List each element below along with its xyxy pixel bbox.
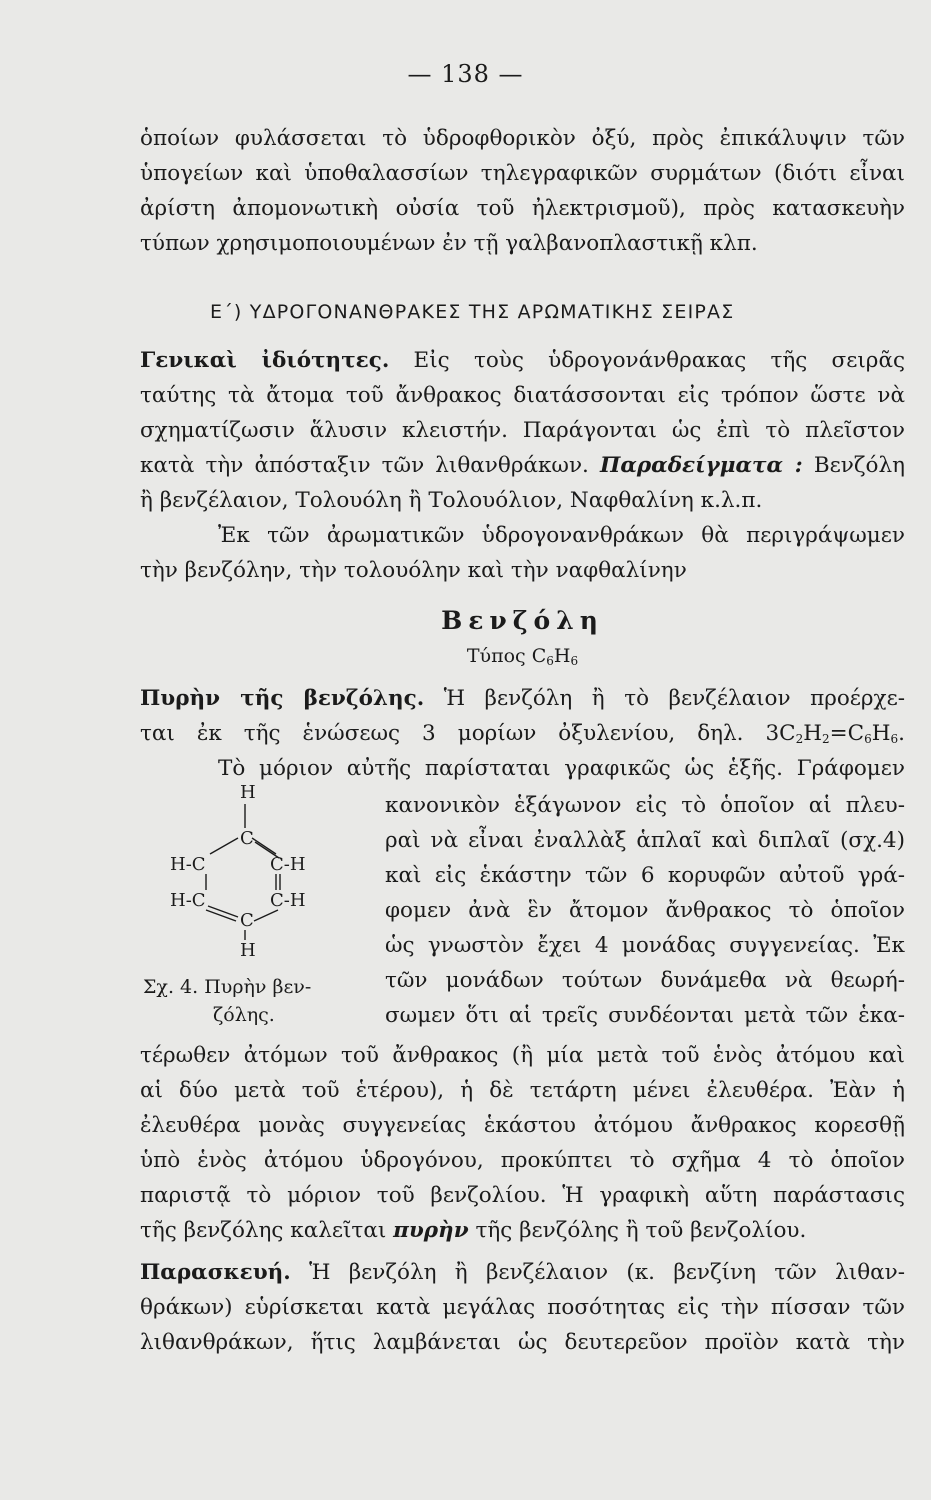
benzene-structure-figure [150,766,330,966]
text-line: ταύτης τὰ ἄτομα τοῦ ἄνθρακος διατάσσονται εἰς τρόπον ὥστε νὰ [140,383,905,408]
text-line: ὑπὸ ἑνὸς ἀτόμου ὑδρογόνου, προκύπτει τὸ σχῆμα 4 τὸ ὁποῖον [140,1148,905,1173]
text-line: κανονικὸν ἑξάγωνον εἰς τὸ ὁποῖον αἱ πλευ- [385,793,905,818]
text-line: ὡς γνωστὸν ἔχει 4 μονάδας συγγενείας. Ἐκ [385,933,905,958]
paragraph-pyrin-line: Πυρὴν τῆς βενζόλης. Ἡ βενζόλη ἢ τὸ βενζέλαιον προέρχε- [140,686,905,711]
atom-label: C-H [270,890,306,911]
atom-label: C-H [270,854,306,875]
atom-label: C [240,828,254,849]
text-line: λιθανθράκων, ἥτις λαμβάνεται ὡς δευτερεῦον προϊὸν κατὰ τὴν [140,1330,905,1355]
emphasis-pyrin: πυρὴν [393,1218,469,1243]
text-line: τέρωθεν ἀτόμων τοῦ ἄνθρακος (ἢ μία μετὰ τοῦ ἑνὸς ἀτόμου καὶ [140,1043,905,1068]
text-line: τῆς βενζόλης καλεῖται πυρὴν τῆς βενζόλης ἢ τοῦ βενζολίου. [140,1218,807,1243]
text-line: φομεν ἀνὰ ἓν ἄτομον ἄνθρακος τὸ ὁποῖον [385,898,905,923]
text-line: κατὰ τὴν ἀπόσταξιν τῶν λιθανθράκων. Παραδείγματα : Βενζόλη [140,453,905,478]
subsection-heading: Παρασκευή. [140,1260,291,1285]
paragraph-paraskevi-line: Παρασκευή. Ἡ βενζόλη ἢ βενζέλαιον (κ. βενζίνη τῶν λιθαν- [140,1260,905,1285]
section-heading: Ε΄) ΥΔΡΟΓΟΝΑΝΘΡΑΚΕΣ ΤΗΣ ΑΡΩΜΑΤΙΚΗΣ ΣΕΙΡΑΣ [210,301,735,323]
formula-line: Τύπος $C_6H_6$ [466,645,579,668]
text-line: ἐλευθέρα μονὰς συγγενείας ἑκάστου ἀτόμου ἄνθρακος κορεσθῇ [140,1113,905,1138]
text-line: ἢ βενζέλαιον, Τολουόλη ἢ Τολουόλιον, Ναφθαλίνη κ.λ.π. [140,488,763,513]
text-line: θράκων) εὑρίσκεται κατὰ μεγάλας ποσότητας εἰς τὴν πίσσαν τῶν [140,1295,905,1320]
examples-label: Παραδείγματα : [600,453,803,478]
text-line: σωμεν ὅτι αἱ τρεῖς συνδέονται μετὰ τῶν ἑκα- [385,1003,905,1028]
text-line: καὶ εἰς ἑκάστην τῶν 6 κορυφῶν αὐτοῦ γρά- [385,863,905,888]
compound-title: Βενζόλη [441,606,604,635]
atom-label: H [240,782,256,803]
atom-label: C [240,910,254,931]
text-line: Τὸ μόριον αὐτῆς παρίσταται γραφικῶς ὡς ἑξῆς. Γράφομεν [218,756,905,781]
atom-label: H-C [170,890,206,911]
page-number: — 138 — [407,60,524,88]
text-line: τὴν βενζόλην, τὴν τολουόλην καὶ τὴν ναφθαλίνην [140,558,687,583]
text-line: ραὶ νὰ εἶναι ἐναλλὰξ ἁπλαῖ καὶ διπλαῖ (σχ.4) [385,828,905,853]
subsection-heading: Γενικαὶ ἰδιότητες. [140,348,390,373]
figure-caption-cont: ζόλης. [213,1004,275,1026]
text-line: Ἐκ τῶν ἀρωματικῶν ὑδρογονανθράκων θὰ περιγράψωμεν [218,523,905,548]
text-line: παριστᾷ τὸ μόριον τοῦ βενζολίου. Ἡ γραφικὴ αὕτη παράστασις [140,1183,905,1208]
text-line: τῶν μονάδων τούτων δυνάμεθα νὰ θεωρή- [385,968,905,993]
atom-label: H-C [170,854,206,875]
subsection-heading: Πυρὴν τῆς βενζόλης. [140,686,425,711]
text-line: ὑπογείων καὶ ὑποθαλασσίων τηλεγραφικῶν συρμάτων (διότι εἶναι [140,161,905,186]
text-line: αἱ δύο μετὰ τοῦ ἑτέρου), ἡ δὲ τετάρτη μένει ἐλευθέρα. Ἐὰν ἡ [140,1078,905,1103]
text-line: τύπων χρησιμοποιουμένων ἐν τῇ γαλβανοπλαστικῇ κλπ. [140,231,758,256]
atom-label: H [240,940,256,961]
text-line: σχηματίζωσιν ἅλυσιν κλειστήν. Παράγονται ὡς ἐπὶ τὸ πλεῖστον [140,418,905,443]
figure-caption: Σχ. 4. Πυρὴν βεν- [143,976,312,998]
text-line: ἀρίστη ἀπομονωτικὴ οὐσία τοῦ ἠλεκτρισμοῦ), πρὸς κατασκευὴν [140,196,905,221]
text-line: ται ἐκ τῆς ἑνώσεως 3 μορίων ὀξυλενίου, δηλ. $3C_2H_2=C_6H_6$. [140,721,905,746]
text-line: ὁποίων φυλάσσεται τὸ ὑδροφθορικὸν ὀξύ, πρὸς ἐπικάλυψιν τῶν [140,126,905,151]
paragraph-general-line: Γενικαὶ ἰδιότητες. Εἰς τοὺς ὑδρογονάνθρακας τῆς σειρᾶς [140,348,906,373]
